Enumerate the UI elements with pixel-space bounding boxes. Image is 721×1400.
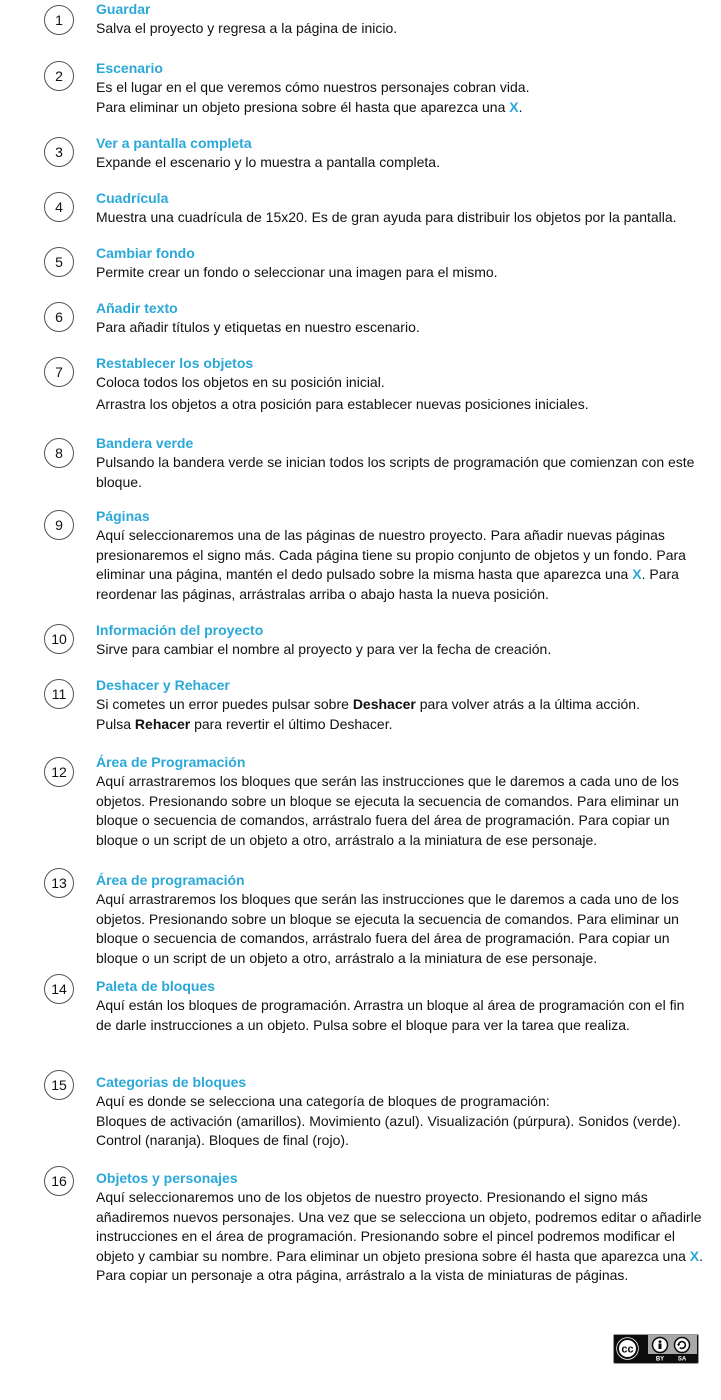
item-description: Coloca todos los objetos en su posición inicial. xyxy=(96,374,385,390)
item-description: Expande el escenario y lo muestra a pantalla completa. xyxy=(96,154,440,170)
number-circle: 3 xyxy=(44,137,74,167)
item-title: Cuadrícula xyxy=(96,190,169,206)
item-title: Restablecer los objetos xyxy=(96,355,254,371)
item-description: Aquí seleccionaremos una de las páginas de nuestro proyecto. Para añadir nuevas páginas presionaremos el signo más. Cada página tiene su propio conjunto de objetos y un fondo. Para eliminar una página, mantén el dedo pulsado sobre la misma hasta que aparezca una X. Para reordenar las páginas, arrástralas arriba o abajo hasta la nueva posición. xyxy=(96,527,686,602)
svg-text:BY: BY xyxy=(655,1356,665,1362)
item-description: Si cometes un error puedes pulsar sobre Deshacer para volver atrás a la última acción. xyxy=(96,696,640,712)
item-description: Arrastra los objetos a otra posición para establecer nuevas posiciones iniciales. xyxy=(96,395,589,412)
item-title: Páginas xyxy=(96,508,150,524)
item-title: Escenario xyxy=(96,60,163,76)
number-circle: 8 xyxy=(44,438,74,468)
delete-x-marker: X xyxy=(689,1247,700,1264)
number-circle: 4 xyxy=(44,192,74,222)
item-description: Aquí arrastraremos los bloques que serán las instrucciones que le daremos a cada uno de los objetos. Presionando sobre un bloque se ejecuta la secuencia de comandos. Para eliminar un bloque o secuencia de comandos, arrástralo fuera del área de programación. Para copiar un bloque o un script de un objeto a otro, arrástralo a la miniatura de ese personaje. xyxy=(96,773,679,848)
item-description: Salva el proyecto y regresa a la página de inicio. xyxy=(96,20,398,36)
item-description: Aquí es donde se selecciona una categoría de bloques de programación: xyxy=(96,1093,550,1109)
item-description: Aquí están los bloques de programación. Arrastra un bloque al área de programación con el fin de darle instrucciones a un objeto. Pulsa sobre el bloque para ver la tarea que realiza. xyxy=(96,997,685,1033)
item-description: Pulsa Rehacer para revertir el último Deshacer. xyxy=(96,715,393,732)
item-title: Objetos y personajes xyxy=(96,1170,238,1186)
item-title: Área de Programación xyxy=(96,754,246,770)
item-description: Pulsando la bandera verde se inician todos los scripts de programación que comienzan con este bloque. xyxy=(96,454,695,490)
number-circle: 6 xyxy=(44,302,74,332)
number-circle: 2 xyxy=(44,61,74,91)
item-title: Guardar xyxy=(96,1,151,17)
delete-x-marker: X xyxy=(632,566,642,582)
item-title: Cambiar fondo xyxy=(96,245,195,261)
number-circle: 16 xyxy=(44,1166,74,1196)
item-description: Permite crear un fondo o seleccionar una imagen para el mismo. xyxy=(96,264,498,280)
number-circle: 9 xyxy=(44,510,74,540)
number-circle: 1 xyxy=(44,5,74,35)
item-description: Bloques de activación (amarillos). Movimiento (azul). Visualización (púrpura). Sonidos (verde). Control (naranja). Bloques de final (rojo). xyxy=(96,1112,681,1148)
item-title: Bandera verde xyxy=(96,435,194,451)
item-title: Deshacer y Rehacer xyxy=(96,677,230,693)
number-circle: 12 xyxy=(44,757,74,787)
item-description: Muestra una cuadrícula de 15x20. Es de gran ayuda para distribuir los objetos por la pantalla. xyxy=(96,209,677,225)
number-circle: 7 xyxy=(44,357,74,387)
item-title: Ver a pantalla completa xyxy=(96,135,252,151)
cc-by-sa-logo-icon xyxy=(614,1335,697,1362)
svg-text:SA: SA xyxy=(677,1356,687,1362)
item-title: Categorias de bloques xyxy=(96,1074,247,1090)
svg-text:cc: cc xyxy=(621,1343,634,1356)
number-circle: 15 xyxy=(44,1070,74,1100)
item-description: Sirve para cambiar el nombre al proyecto y para ver la fecha de creación. xyxy=(96,641,552,657)
item-description: Aquí arrastraremos los bloques que serán las instrucciones que le daremos a cada uno de los objetos. Presionando sobre un bloque se ejecuta la secuencia de comandos. Para eliminar un bloque o secuencia de comandos, arrástralo fuera del área de programación. Para copiar un bloque o un script de un objeto a otro, arrástralo a la miniatura de ese personaje. xyxy=(96,891,679,966)
item-title: Paleta de bloques xyxy=(96,978,216,994)
number-circle: 5 xyxy=(44,247,74,277)
item-description: Aquí seleccionaremos uno de los objetos de nuestro proyecto. Presionando el signo más añadiremos nuevos personajes. Una vez que se selecciona un objeto, podremos editar o añadirle instrucciones en el área de programación. Presionando sobre el pincel podremos modificar el objeto y cambiar su nombre. Para eliminar un objeto presiona sobre él hasta que aparezca una X. Para copiar un personaje a otra página, arrástralo a la vista de miniaturas de páginas. xyxy=(96,1189,704,1283)
number-circle: 11 xyxy=(44,679,74,709)
number-circle: 13 xyxy=(44,868,74,898)
cc-by-sa-license-badge xyxy=(613,1334,699,1364)
item-title: Área de programación xyxy=(96,872,245,888)
item-title: Información del proyecto xyxy=(96,622,264,638)
item-description: Para eliminar un objeto presiona sobre él hasta que aparezca una X. xyxy=(96,98,523,115)
item-title: Añadir texto xyxy=(96,300,178,316)
item-description: Para añadir títulos y etiquetas en nuestro escenario. xyxy=(96,319,420,335)
number-circle: 14 xyxy=(44,974,74,1004)
number-circle: 10 xyxy=(44,624,74,654)
item-description: Es el lugar en el que veremos cómo nuestros personajes cobran vida. xyxy=(96,79,530,95)
delete-x-marker: X xyxy=(509,98,519,115)
